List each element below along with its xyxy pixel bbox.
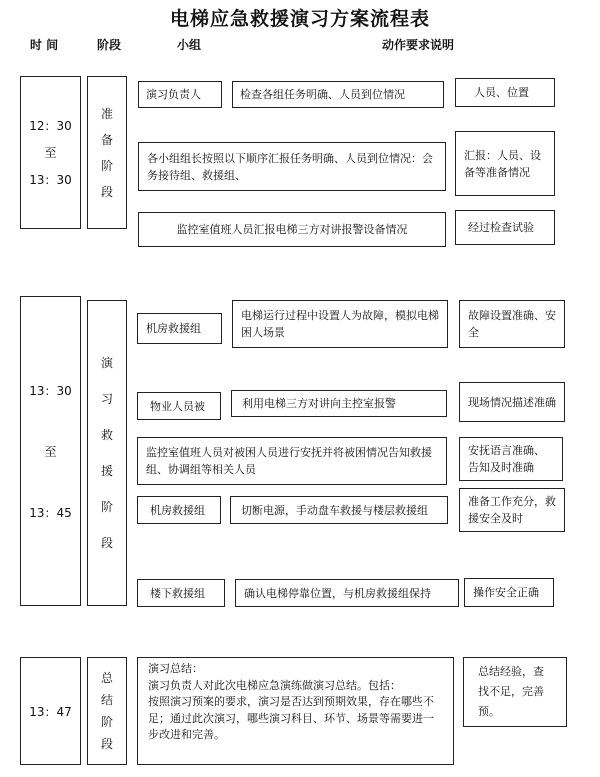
header-time: 时 间 <box>30 38 59 52</box>
time-to: 至 <box>44 444 57 459</box>
time-start: 12：30 <box>29 119 72 133</box>
group-box: 物业人员被 <box>137 392 221 420</box>
stage-char: 备 <box>100 132 113 147</box>
requirement-box: 汇报：人员、设备等准备情况 <box>455 131 555 196</box>
summary-text: 演习负责人对此次电梯应急演练做演习总结。包括： <box>148 678 401 692</box>
stage-char: 习 <box>100 392 113 406</box>
stage-char: 援 <box>100 464 113 478</box>
stage-box-drill <box>87 300 127 606</box>
group-box: 机房救援组 <box>137 313 222 344</box>
stage-char: 段 <box>100 536 113 550</box>
page-title: 电梯应急救援演习方案流程表 <box>169 8 430 30</box>
time-start: 13：30 <box>29 383 72 398</box>
group-box: 演习负责人 <box>138 81 222 108</box>
stage-char: 段 <box>100 737 113 751</box>
stage-box-preparation <box>87 76 127 229</box>
requirement-box: 现场情况描述准确 <box>459 382 565 422</box>
requirement-box: 经过检查试验 <box>455 210 555 245</box>
stage-char: 结 <box>100 693 113 707</box>
summary-box <box>137 657 454 765</box>
action-box: 确认电梯停靠位置，与机房救援组保持 <box>235 579 459 607</box>
stage-char: 演 <box>100 356 113 370</box>
summary-text: 按照演习预案的要求，演习是否达到预期效果，存在哪些不足；通过此次演习，哪些演习科目、环节、场景等需要进一步改进和完善。 <box>148 695 434 741</box>
time-box-summary <box>20 657 81 765</box>
stage-char: 阶 <box>100 715 113 729</box>
action-box: 监控室值班人员对被困人员进行安抚并将被困情况告知救援组、协调组等相关人员 <box>137 437 447 485</box>
time-end: 13：45 <box>29 505 72 520</box>
stage-char: 阶 <box>100 158 113 173</box>
requirement-box: 人员、位置 <box>455 78 555 107</box>
header-stage: 阶段 <box>97 38 122 52</box>
time-box-preparation <box>20 76 81 229</box>
group-box: 楼下救援组 <box>137 579 225 607</box>
requirement-box: 安抚语言准确、告知及时准确 <box>459 437 563 481</box>
action-box: 利用电梯三方对讲向主控室报警 <box>231 390 447 417</box>
header-group: 小组 <box>177 38 202 52</box>
summary-heading: 演习总结： <box>148 662 203 675</box>
requirement-box: 故障设置准确、安全 <box>459 300 565 348</box>
time-end: 13：30 <box>29 173 72 187</box>
stage-char: 准 <box>100 106 113 121</box>
requirement-box: 总结经验，查找不足，完善预。 <box>463 657 567 727</box>
requirement-box: 准备工作充分，救援安全及时 <box>459 488 565 532</box>
stage-box-summary <box>87 657 127 765</box>
action-box: 各小组组长按照以下顺序汇报任务明确、人员到位情况：会务接待组、救援组、 <box>138 142 446 191</box>
time-to: 至 <box>44 146 57 160</box>
action-box: 切断电源，手动盘车救援与楼层救援组 <box>230 496 448 524</box>
stage-char: 段 <box>100 184 113 199</box>
requirement-box: 操作安全正确 <box>464 578 554 607</box>
time-box-drill <box>20 296 81 606</box>
action-box: 监控室值班人员汇报电梯三方对讲报警设备情况 <box>138 212 446 247</box>
time-start: 13：47 <box>29 704 72 719</box>
header-action: 动作要求说明 <box>382 38 455 52</box>
stage-char: 救 <box>100 428 113 442</box>
stage-char: 总 <box>100 671 113 685</box>
action-box: 电梯运行过程中设置人为故障，模拟电梯困人场景 <box>232 300 448 348</box>
action-box: 检查各组任务明确、人员到位情况 <box>232 81 444 108</box>
stage-char: 阶 <box>100 500 113 514</box>
group-box: 机房救援组 <box>137 496 221 524</box>
